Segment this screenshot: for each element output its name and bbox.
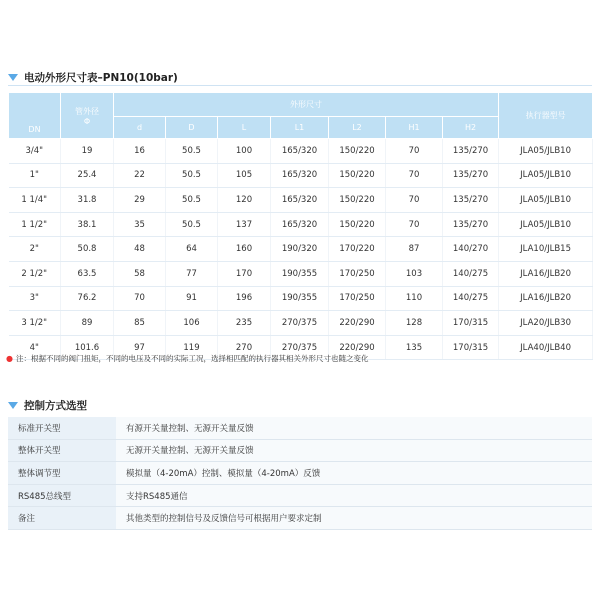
control-row — [8, 507, 592, 530]
footnote — [6, 353, 368, 364]
control-type-label: 整体调节型 — [8, 462, 116, 485]
dim-section-title — [8, 70, 178, 85]
table-cell: 70 — [386, 163, 443, 188]
table-cell: 50.5 — [166, 188, 218, 213]
table-cell: 150/220 — [329, 212, 386, 237]
header-col-L1: L1 — [271, 117, 329, 139]
table-cell: 170/315 — [443, 335, 499, 360]
table-cell: 35 — [114, 212, 166, 237]
table-cell: 89 — [61, 311, 114, 336]
table-cell: 170/250 — [329, 261, 386, 286]
table-cell: 170/315 — [443, 311, 499, 336]
table-cell: 58 — [114, 261, 166, 286]
table-cell: 196 — [218, 286, 271, 311]
red-dot-icon: ● — [6, 354, 13, 363]
control-row — [8, 439, 592, 462]
table-cell: 50.5 — [166, 139, 218, 164]
control-type-description: 支持RS485通信 — [116, 484, 592, 507]
table-row — [9, 237, 593, 262]
table-cell: JLA16/JLB20 — [499, 261, 593, 286]
table-cell: 70 — [114, 286, 166, 311]
table-row — [9, 286, 593, 311]
table-cell: 50.8 — [61, 237, 114, 262]
control-type-label: RS485总线型 — [8, 484, 116, 507]
table-cell: 77 — [166, 261, 218, 286]
table-cell: 190/320 — [271, 237, 329, 262]
table-cell: 128 — [386, 311, 443, 336]
table-cell: 100 — [218, 139, 271, 164]
header-col-L: L — [218, 117, 271, 139]
table-cell: 270 — [218, 335, 271, 360]
table-cell: 106 — [166, 311, 218, 336]
table-cell: 165/320 — [271, 163, 329, 188]
table-cell: 101.6 — [61, 335, 114, 360]
table-cell: 1 1/4" — [9, 188, 61, 213]
header-actuator-model: 执行器型号 — [499, 93, 593, 139]
table-row — [9, 139, 593, 164]
table-cell: 135/270 — [443, 163, 499, 188]
table-cell: 270/375 — [271, 311, 329, 336]
table-cell: 103 — [386, 261, 443, 286]
table-row — [9, 261, 593, 286]
table-cell: 137 — [218, 212, 271, 237]
table-cell: 140/275 — [443, 286, 499, 311]
table-cell: 76.2 — [61, 286, 114, 311]
header-pipe-od: 管外径 Φ — [61, 93, 114, 139]
table-cell: 160 — [218, 237, 271, 262]
table-cell: 140/275 — [443, 261, 499, 286]
header-dn: DN — [9, 93, 61, 139]
table-cell: JLA40/JLB40 — [499, 335, 593, 360]
table-cell: 165/320 — [271, 212, 329, 237]
dimension-table — [8, 92, 593, 360]
table-cell: 235 — [218, 311, 271, 336]
table-cell: 135/270 — [443, 188, 499, 213]
table-cell: 220/290 — [329, 335, 386, 360]
table-cell: JLA20/JLB30 — [499, 311, 593, 336]
table-cell: JLA05/JLB10 — [499, 163, 593, 188]
table-cell: 16 — [114, 139, 166, 164]
table-cell: 22 — [114, 163, 166, 188]
table-cell: 105 — [218, 163, 271, 188]
table-cell: 165/320 — [271, 139, 329, 164]
header-col-d: d — [114, 117, 166, 139]
table-cell: 170/220 — [329, 237, 386, 262]
control-type-description: 其他类型的控制信号及反馈信号可根据用户要求定制 — [116, 507, 592, 530]
control-row — [8, 462, 592, 485]
table-row — [9, 212, 593, 237]
table-cell: JLA05/JLB10 — [499, 188, 593, 213]
table-cell: 3" — [9, 286, 61, 311]
table-cell: 4" — [9, 335, 61, 360]
table-cell: 38.1 — [61, 212, 114, 237]
table-cell: 190/355 — [271, 261, 329, 286]
table-cell: 135 — [386, 335, 443, 360]
control-row — [8, 417, 592, 439]
header-col-H1: H1 — [386, 117, 443, 139]
table-cell: 29 — [114, 188, 166, 213]
table-cell: 120 — [218, 188, 271, 213]
header-outline-dims: 外形尺寸 — [114, 93, 499, 117]
table-cell: 150/220 — [329, 188, 386, 213]
table-cell: 70 — [386, 139, 443, 164]
table-cell: 140/270 — [443, 237, 499, 262]
table-row — [9, 188, 593, 213]
table-cell: 135/270 — [443, 212, 499, 237]
table-cell: 150/220 — [329, 163, 386, 188]
table-cell: 70 — [386, 212, 443, 237]
table-cell: 50.5 — [166, 212, 218, 237]
header-col-L2: L2 — [329, 117, 386, 139]
dim-section-title-text: 电动外形尺寸表–PN10(10bar) — [24, 72, 178, 84]
table-cell: 1" — [9, 163, 61, 188]
table-cell: 87 — [386, 237, 443, 262]
ctrl-section-title — [8, 398, 87, 413]
table-cell: 2" — [9, 237, 61, 262]
footnote-text: 注：根据不同的阀门扭矩，不同的电压及不同的实际工况，选择相匹配的执行器其相关外形尺寸也随之变化 — [15, 354, 369, 363]
table-cell: JLA10/JLB15 — [499, 237, 593, 262]
table-cell: 25.4 — [61, 163, 114, 188]
control-type-description: 有源开关量控制、无源开关量反馈 — [116, 417, 592, 439]
control-mode-table — [8, 417, 592, 530]
table-cell: 63.5 — [61, 261, 114, 286]
table-cell: 270/375 — [271, 335, 329, 360]
triangle-bullet-icon — [8, 74, 18, 81]
table-cell: 150/220 — [329, 139, 386, 164]
table-cell: 97 — [114, 335, 166, 360]
ctrl-section-title-text: 控制方式选型 — [24, 400, 87, 412]
table-cell: 110 — [386, 286, 443, 311]
table-cell: 190/355 — [271, 286, 329, 311]
table-cell: JLA16/JLB20 — [499, 286, 593, 311]
table-cell: 91 — [166, 286, 218, 311]
control-type-label: 备注 — [8, 507, 116, 530]
table-cell: 64 — [166, 237, 218, 262]
table-cell: 165/320 — [271, 188, 329, 213]
header-col-H2: H2 — [443, 117, 499, 139]
control-type-label: 标准开关型 — [8, 417, 116, 439]
table-cell: 3/4" — [9, 139, 61, 164]
table-cell: 48 — [114, 237, 166, 262]
table-cell: 135/270 — [443, 139, 499, 164]
table-cell: 70 — [386, 188, 443, 213]
triangle-bullet-icon — [8, 402, 18, 409]
table-cell: 31.8 — [61, 188, 114, 213]
control-row — [8, 484, 592, 507]
table-cell: JLA05/JLB10 — [499, 139, 593, 164]
table-cell: 85 — [114, 311, 166, 336]
table-cell: 119 — [166, 335, 218, 360]
table-row — [9, 163, 593, 188]
control-type-description: 模拟量（4-20mA）控制、模拟量（4-20mA）反馈 — [116, 462, 592, 485]
control-type-label: 整体开关型 — [8, 439, 116, 462]
table-cell: 1 1/2" — [9, 212, 61, 237]
table-cell: 19 — [61, 139, 114, 164]
table-cell: 3 1/2" — [9, 311, 61, 336]
table-cell: 170/250 — [329, 286, 386, 311]
header-col-D: D — [166, 117, 218, 139]
table-cell: 220/290 — [329, 311, 386, 336]
table-cell: JLA05/JLB10 — [499, 212, 593, 237]
control-type-description: 无源开关量控制、无源开关量反馈 — [116, 439, 592, 462]
table-cell: 2 1/2" — [9, 261, 61, 286]
table-cell: 170 — [218, 261, 271, 286]
table-cell: 50.5 — [166, 163, 218, 188]
table-row — [9, 311, 593, 336]
section-divider — [8, 85, 592, 86]
